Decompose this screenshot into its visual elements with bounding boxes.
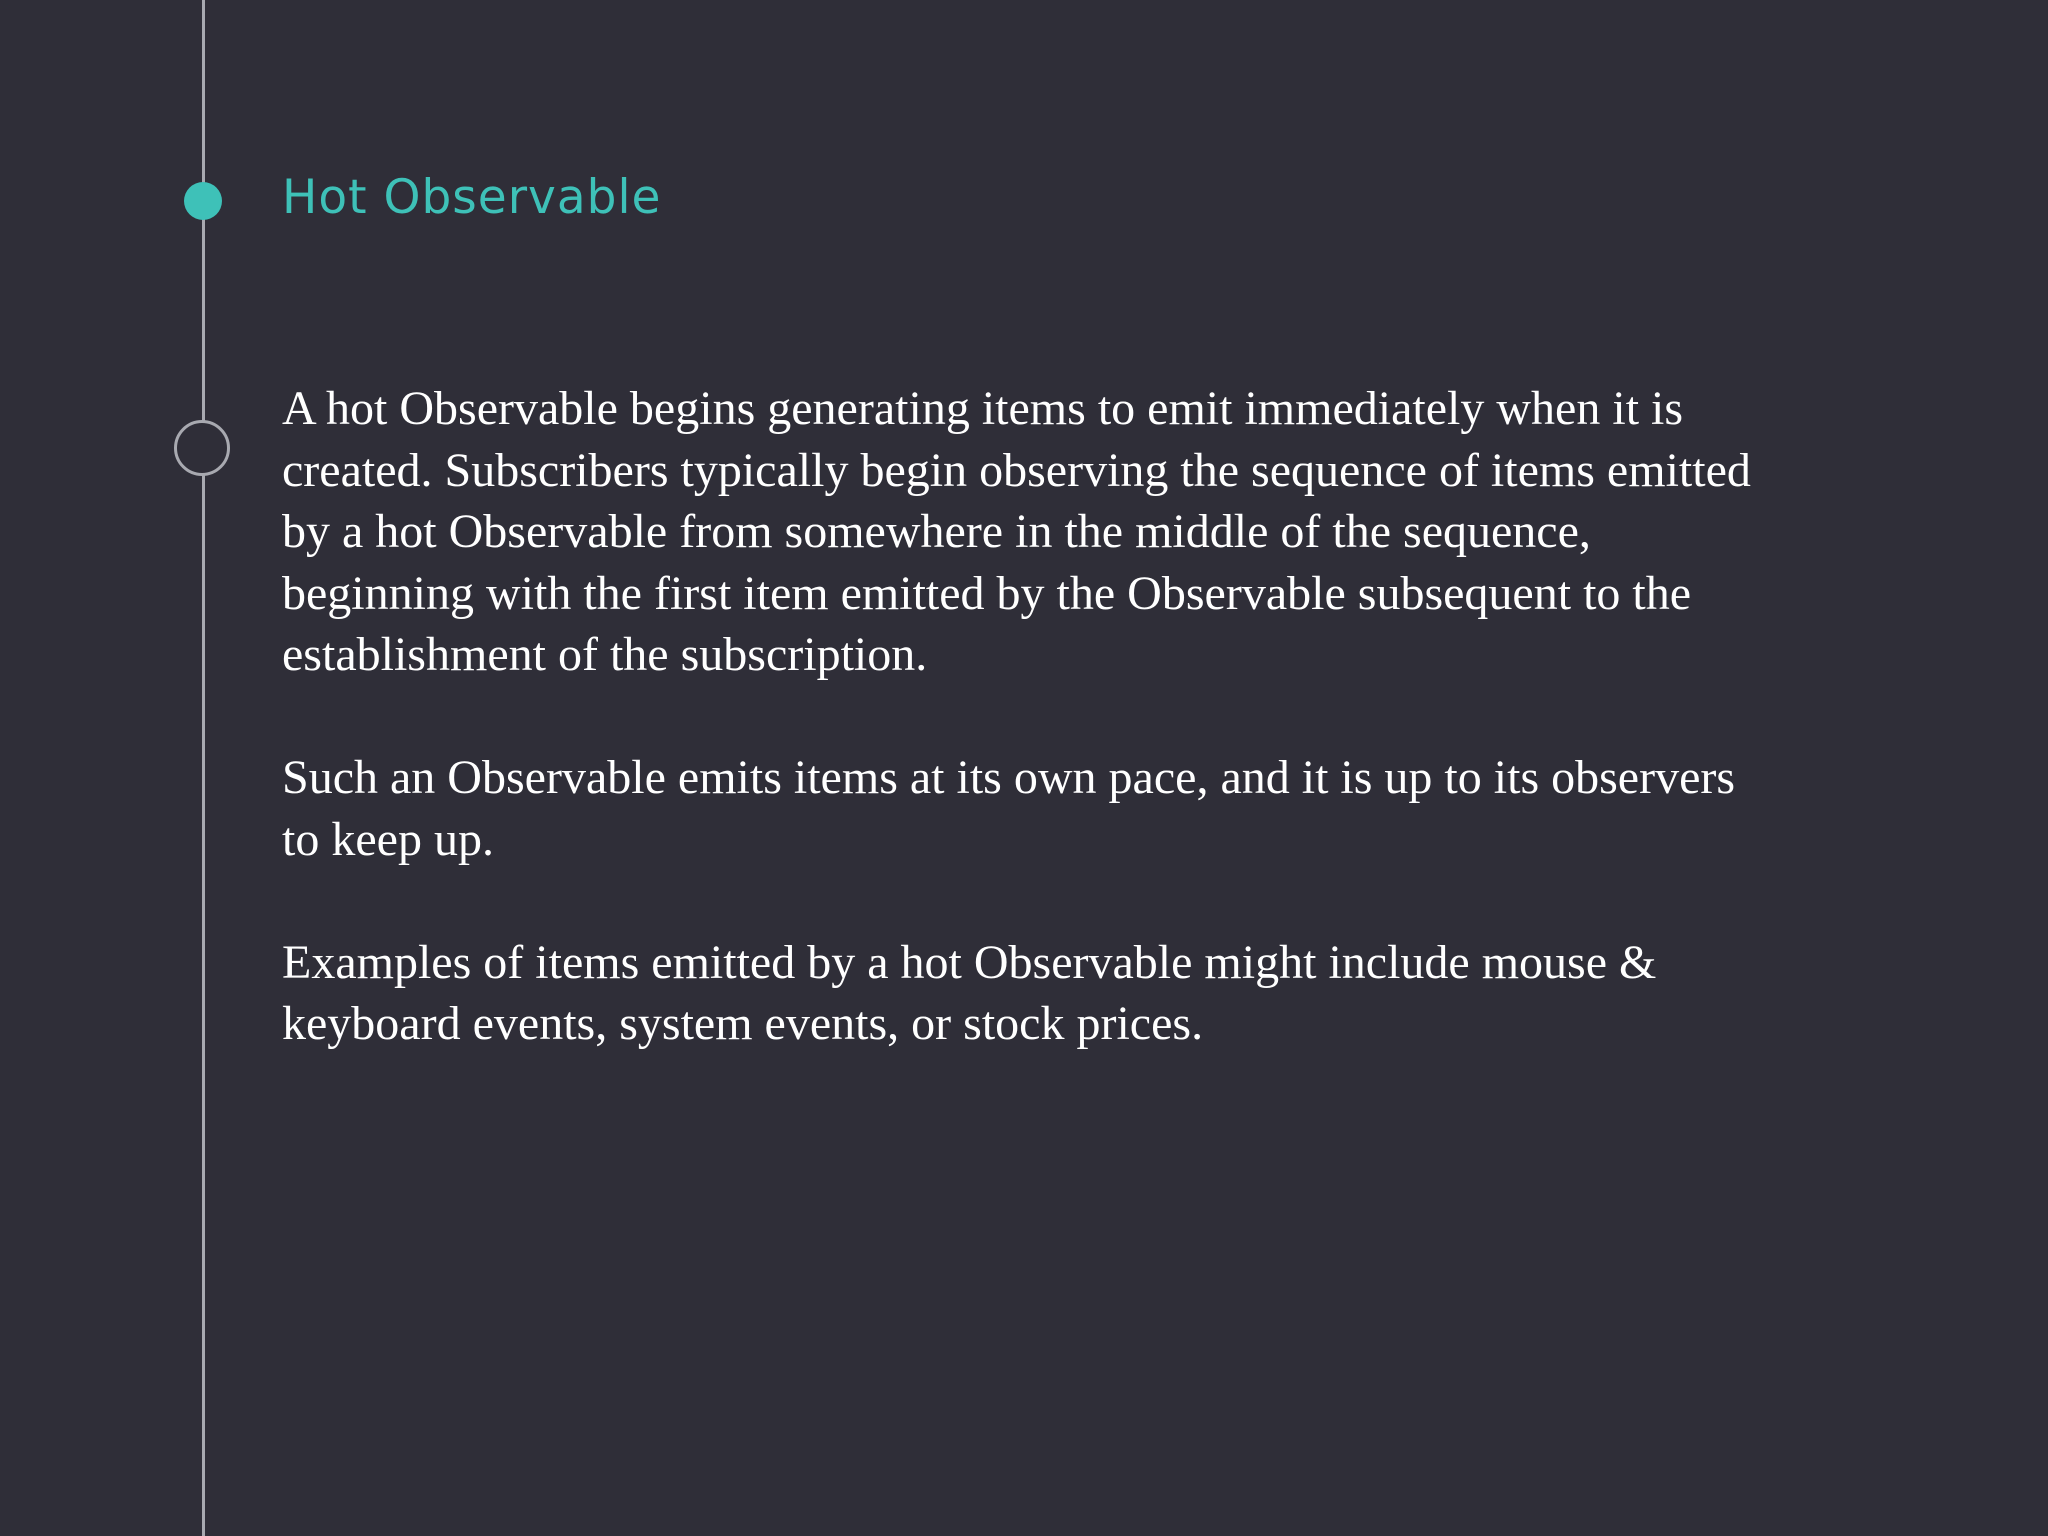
body-paragraph: Examples of items emitted by a hot Observable might include mouse & keyboard events, system events, or stock prices. <box>282 935 1657 1050</box>
timeline-line <box>202 0 205 1536</box>
timeline-dot-hollow-icon <box>174 420 230 476</box>
slide-body <box>282 378 1772 1055</box>
timeline-dot-filled-icon <box>184 182 222 220</box>
body-paragraph: Such an Observable emits items at its own pace, and it is up to its observers to keep up. <box>282 751 1736 866</box>
slide-title: Hot Observable <box>282 170 662 225</box>
body-paragraph: A hot Observable begins generating items to emit immediately when it is created. Subscribers typically begin observing the sequence of items emitted by a hot Observable from somewhere in the middle of the sequence, beginning with the first item emitted by the Observable subsequent to the establishment of the subscription. <box>282 382 1751 681</box>
